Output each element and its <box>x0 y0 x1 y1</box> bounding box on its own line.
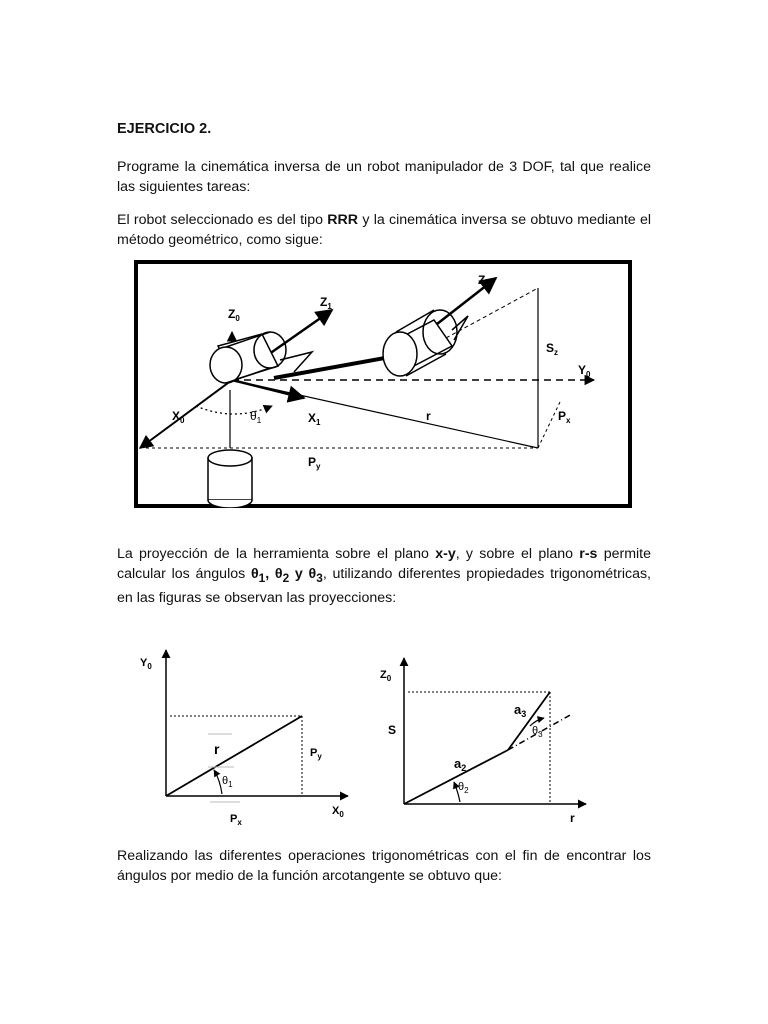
p3-text-4: , utilizando diferentes propiedades trigonométricas, en las figuras se observan las proyecciones: <box>117 566 651 606</box>
r-label-rs: r <box>570 811 575 825</box>
angle-theta2: , θ <box>265 566 283 582</box>
r-line-2d <box>166 716 302 796</box>
plane-rs: r-s <box>579 546 598 562</box>
px-projection-line <box>538 402 560 448</box>
paragraph-robot-type <box>117 210 651 250</box>
y0-label: $Y_0$ <box>578 363 591 379</box>
theta1-label-2d: $\theta_1$ <box>222 775 233 789</box>
x0-axis <box>140 380 232 448</box>
r-label: r <box>426 409 431 423</box>
angle-theta3: y θ <box>289 566 317 582</box>
base-cylinder <box>208 450 252 508</box>
x1-axis <box>232 380 304 398</box>
angles-list <box>250 566 323 585</box>
px-label-2d: $P_x$ <box>230 813 242 827</box>
z0-label: $Z_0$ <box>228 307 240 323</box>
angle-theta1: θ <box>250 566 259 582</box>
angle-theta1-sub: 1 <box>258 570 266 585</box>
p3-text-1: La proyección de la herramienta sobre el plano <box>117 546 436 562</box>
theta3-label-rs: $\theta_3$ <box>532 725 543 739</box>
paragraph-robot-type-pre: El robot seleccionado es del tipo <box>117 212 328 228</box>
z1-label: $Z_1$ <box>320 295 332 311</box>
robot-type-rrr: RRR <box>327 212 359 228</box>
sz-label: $S_z$ <box>546 341 559 357</box>
x1-label: $X_1$ <box>308 411 321 427</box>
py-label-2d: $P_y$ <box>310 747 322 761</box>
theta2-label-rs: $\theta_2$ <box>458 781 469 795</box>
x0-label-2d: $X_0$ <box>332 805 344 819</box>
link-a3 <box>508 692 550 750</box>
a2-label: $a_2$ <box>454 756 467 773</box>
px-label: $P_x$ <box>558 409 571 425</box>
r-label-2d: r <box>214 741 220 757</box>
joint-2-cylinder <box>383 310 468 376</box>
x0-label: $X_0$ <box>172 409 185 425</box>
py-label: $P_y$ <box>308 455 321 471</box>
theta1-label: $\theta_1$ <box>250 409 262 425</box>
y0-label-2d: $Y_0$ <box>140 657 152 671</box>
z2-label: $Z_2$ <box>478 273 490 289</box>
rs-projection-figure <box>376 654 594 830</box>
a3-label: $a_3$ <box>514 702 527 719</box>
robot-3d-figure <box>134 260 632 508</box>
xy-projection-figure <box>136 644 356 830</box>
paragraph-robot-type-post: y la cinemática inversa se obtuvo mediante el método geométrico, como sigue: <box>117 212 651 248</box>
z0-label-rs: $Z_0$ <box>380 669 392 683</box>
angle-theta2-sub: 2 <box>282 570 290 585</box>
angle-theta3-sub: 3 <box>316 570 323 585</box>
p3-text-3: permite calcular los ángulos <box>117 546 652 582</box>
theta1-arc <box>196 406 272 414</box>
paragraph-task: Programe la cinemática inversa de un robot manipulador de 3 DOF, tal que realice las siguientes tareas: <box>117 159 651 195</box>
p3-text-2: , y sobre el plano <box>455 546 580 562</box>
plane-xy: x-y <box>435 546 456 562</box>
theta1-arc-2d <box>214 770 222 794</box>
paragraph-arctangent: Realizando las diferentes operaciones trigonométricas con el fin de encontrar los ángulos por medio de la función arcotangente se obtuvo que: <box>117 848 651 884</box>
link-1 <box>274 356 396 378</box>
s-label-rs: S <box>388 723 397 737</box>
exercise-heading: EJERCICIO 2. <box>117 121 212 137</box>
paragraph-projections <box>117 544 651 608</box>
